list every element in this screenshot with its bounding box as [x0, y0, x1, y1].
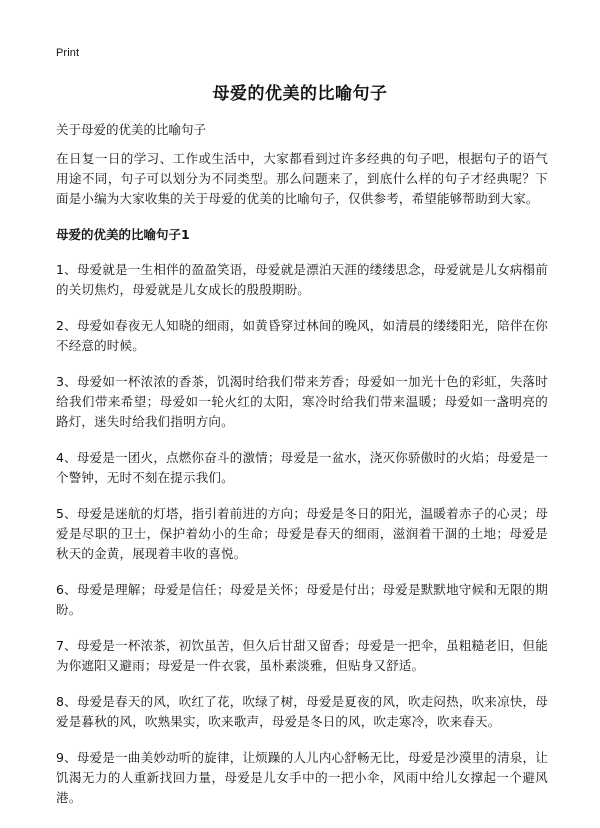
- document-subtitle: 关于母爱的优美的比喻句子: [56, 122, 207, 137]
- list-item-3: 3、母爱如一杯浓浓的香茶，饥渴时给我们带来芳香；母爱如一加光十色的彩虹，失落时给我们带来希望；母爱如一轮火红的太阳，寒冷时给我们带来温暖；母爱如一盏明亮的路灯，迷失时给我们指明方向。: [56, 374, 548, 429]
- page-title: 母爱的优美的比喻句子: [212, 84, 388, 104]
- document-content: [56, 149, 548, 824]
- section-heading: 母爱的优美的比喻句子1: [56, 227, 190, 242]
- list-item-9: 9、母爱是一曲美妙动听的旋律，让烦躁的人儿内心舒畅无比，母爱是沙漠里的清泉，让饥渴无力的人重新找回力量，母爱是儿女手中的一把小伞，风雨中给儿女撑起一个避风港。: [56, 750, 548, 805]
- intro-paragraph: 在日复一日的学习、工作或生活中，大家都看到过许多经典的句子吧，根据句子的语气用途不同，句子可以划分为不同类型。那么问题来了，到底什么样的句子才经典呢？下面是小编为大家收集的关于母爱的优美的比喻句子，仅供参考，希望能够帮助到大家。: [56, 151, 548, 206]
- list-item-8: 8、母爱是春天的风，吹红了花，吹绿了树，母爱是夏夜的风，吹走闷热，吹来凉快，母爱是暮秋的风，吹熟果实，吹来歌声，母爱是冬日的风，吹走寒冷，吹来春天。: [56, 694, 548, 729]
- list-item-5: 5、母爱是迷航的灯塔，指引着前进的方向；母爱是冬日的阳光，温暖着赤子的心灵；母爱是尽职的卫士，保护着幼小的生命；母爱是春天的细雨，滋润着干涸的土地；母爱是秋天的金黄，展现着丰收的喜悦。: [56, 506, 548, 561]
- print-link[interactable]: Print: [56, 47, 80, 59]
- list-item-7: 7、母爱是一杯浓茶，初饮虽苦，但久后甘甜又留香；母爱是一把伞，虽粗糙老旧，但能为你遮阳又避雨；母爱是一件衣裳，虽朴素淡雅，但贴身又舒适。: [56, 638, 548, 673]
- list-item-2: 2、母爱如春夜无人知晓的细雨，如黄昏穿过林间的晚风，如清晨的缕缕阳光，陪伴在你不经意的时候。: [56, 318, 548, 353]
- list-item-6: 6、母爱是理解；母爱是信任；母爱是关怀；母爱是付出；母爱是默默地守候和无限的期盼。: [56, 582, 548, 617]
- list-item-1: 1、母爱就是一生相伴的盈盈笑语，母爱就是漂泊天涯的缕缕思念，母爱就是儿女病榻前的关切焦灼，母爱就是儿女成长的殷殷期盼。: [56, 262, 548, 297]
- list-item-4: 4、母爱是一团火，点燃你奋斗的激情；母爱是一盆水，浇灭你骄傲时的火焰；母爱是一个警钟，无时不刻在提示我们。: [56, 450, 548, 485]
